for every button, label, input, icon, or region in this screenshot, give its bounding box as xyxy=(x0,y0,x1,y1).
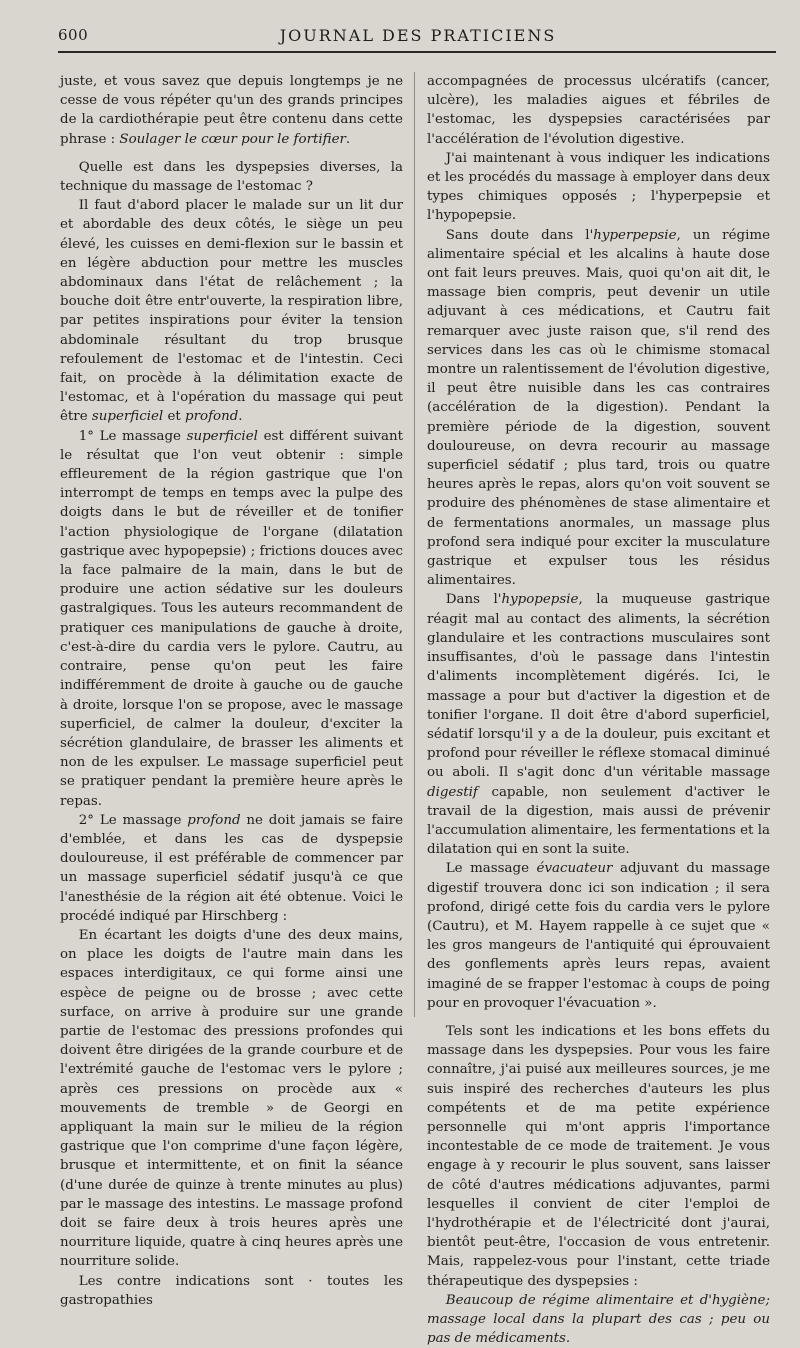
right-column xyxy=(427,72,770,1348)
paragraph: Sans doute dans l'hyperpepsie, un régime alimentaire spécial et les alcalins à haute dose ont fait leurs preuves. Mais, quoi qu'on ait dit, le massage bien compris, peut devenir un utile adjuvant à ces médications, et Cautru fait remarquer avec juste raison que, s'il rend des services dans les cas où le chimisme stomacal montre un ralentissement de l'évolution digestive, il peut être nuisible dans les cas contraires (accélération de la digestion). Pendant la première période de la digestion, souvent douloureuse, on devra recourir au massage superficiel sédatif ; plus tard, trois ou quatre heures après le repas, alors qu'on voit souvent se produire des phénomènes de stase alimentaire et de fermentations anormales, un massage plus profond sera indiqué pour exciter la musculature gastrique et expulser tous les résidus alimentaires. xyxy=(427,227,770,589)
paragraph: Les contre indications sont · toutes les gastropathies xyxy=(60,1273,403,1308)
paragraph: Beaucoup de régime alimentaire et d'hygiène; massage local dans la plupart des cas ; peu ou pas de médicaments. xyxy=(427,1292,770,1347)
paragraph: J'ai maintenant à vous indiquer les indications et les procédés du massage à employer dans deux types chimiques opposés ; l'hyperpepsie et l'hypopepsie. xyxy=(427,150,770,224)
paragraph: juste, et vous savez que depuis longtemps je ne cesse de vous répéter qu'un des grands principes de la cardiothérapie peut être contenu dans cette phrase : Soulager le cœur pour le fortifier. xyxy=(60,74,403,147)
paragraph: Quelle est dans les dyspepsies diverses, la technique du massage de l'estomac ? xyxy=(60,159,403,195)
paragraph: Il faut d'abord placer le malade sur un lit dur et abordable des deux côtés, le siège un peu élevé, les cuisses en demi-flexion sur le bassin et en légère abduction pour mettre les muscles abdominaux dans l'état de relâchement ; la bouche doit être entr'ouverte, la respiration libre, par petites inspirations pour éviter la tension abdominale résultant du trop brusque refoulement de l'estomac et de l'intestin. Ceci fait, on procède à la délimitation exacte de l'estomac, et à l'opération du massage qui peut être superficiel et profond. xyxy=(60,198,403,425)
paragraph: Le massage évacuateur adjuvant du massage digestif trouvera donc ici son indication ; il sera profond, dirigé cette fois du cardia vers le pylore (Cautru), et M. Hayem rappelle à ce sujet que « les gros mangeurs de l'antiquité qui éprouvaient des gonflements après leurs repas, avaient imaginé de se frapper l'estomac à coups de poing pour en provoquer l'évacuation ». xyxy=(427,861,770,1011)
paragraph: 1° Le massage superficiel est différent suivant le résultat que l'on veut obtenir : simple effleurement de la région gastrique que l'on interrompt de temps en temps avec la pulpe des doigts dans le but de réveiller et de tonifier l'action physiologique de l'organe (dilatation gastrique avec hypopepsie) ; frictions douces avec la face palmaire de la main, dans le but de produire une action sédative sur les douleurs gastralgiques. Tous les auteurs recommandent de pratiquer ces manipulations de gauche à droite, c'est-à-dire du cardia vers le pylore. Cautru, au contraire, pense qu'on peut les faire indifféremment de droite à gauche ou de gauche à droite, lorsque l'on se propose, avec le massage superficiel, de calmer la douleur, d'exciter la sécrétion glandulaire, de brasser les aliments et non de les expulser. Le massage superficiel peut se pratiquer pendant la première heure après le repas. xyxy=(60,428,403,809)
paragraph: Dans l'hypopepsie, la muqueuse gastrique réagit mal au contact des aliments, la sécrétion glandulaire et les contractions musculaires sont insuffisantes, d'où le passage dans l'intestin d'aliments incomplètement digérés. Ici, le massage a pour but d'activer la digestion et de tonifier l'organe. Il doit être d'abord superficiel, sédatif lorsqu'il y a de la douleur, puis excitant et profond pour réveiller le réflexe stomacal diminué ou aboli. Il s'agit donc d'un véritable massage digestif capable, non seulement d'activer le travail de la digestion, mais aussi de prévenir l'accumulation alimentaire, les fermentations et la dilatation qui en sont la suite. xyxy=(427,592,770,858)
paragraph: Tels sont les indications et les bons effets du massage dans les dyspepsies. Pour vous les faire connaître, j'ai puisé aux meilleures sources, je me suis inspiré des recherches d'auteurs les plus compétents et de ma petite expérience personnelle qui m'ont appris l'importance incontestable de ce mode de traitement. Je vous engage à y recourir le plus souvent, sans laisser de côté d'autres médications adjuvantes, parmi lesquelles il convient de citer l'emploi de l'hydrothérapie et de l'électricité dont j'aurai, bientôt peut-être, l'occasion de vous entretenir. Mais, rappelez-vous pour l'instant, cette triade thérapeutique des dyspepsies : xyxy=(427,1023,770,1289)
paragraph: En écartant les doigts d'une des deux mains, on place les doigts de l'autre main dans les espaces interdigitaux, ce qui forme ainsi une espèce de peigne ou de brosse ; avec cette surface, on arrive à produire sur une grande partie de l'estomac des pressions profondes qui doivent être dirigées de la grande courbure et de l'extrémité gauche de l'estomac vers le pylore ; après ces pressions on procède aux « mouvements de tremble » de Georgi en appliquant la main sur le milieu de la région gastrique que l'on comprime d'une façon légère, brusque et intermittente, et on finit la séance (d'une durée de quinze à trente minutes au plus) par le massage des intestins. Le massage profond doit se faire deux à trois heures après une nourriture liquide, quatre à cinq heures après une nourriture solide. xyxy=(60,927,403,1270)
left-column xyxy=(60,72,403,1310)
column-divider xyxy=(414,72,415,1017)
page-number: 600 xyxy=(58,26,89,44)
header-rule xyxy=(58,51,776,53)
journal-title: JOURNAL DES PRATICIENS xyxy=(279,26,557,45)
paragraph: accompagnées de processus ulcératifs (cancer, ulcère), les maladies aigues et fébriles de l'estomac, les dyspepsies caractérisées par l'accélération de l'évolution digestive. xyxy=(427,74,770,147)
paragraph: 2° Le massage profond ne doit jamais se faire d'emblée, et dans les cas de dyspepsie douloureuse, il est préférable de commencer par un massage superficiel sédatif jusqu'à ce que l'anesthésie de la région ait été obtenue. Voici le procédé indiqué par Hirschberg : xyxy=(60,812,403,924)
page-header xyxy=(58,26,778,48)
